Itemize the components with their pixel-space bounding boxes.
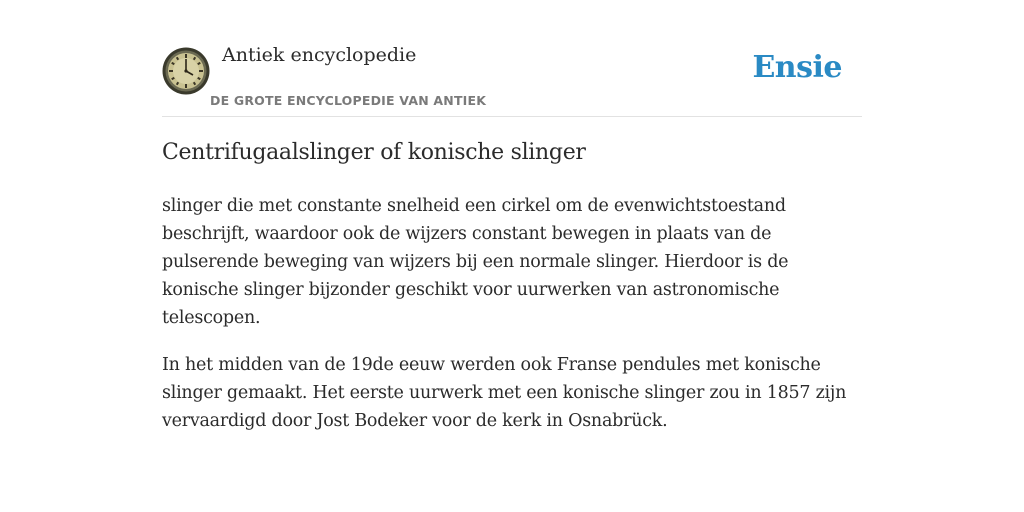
page [162,0,862,431]
article-title: Centrifugaalslinger of konische slinger [162,140,586,165]
site-header [162,0,862,117]
brand-logo-link[interactable]: Ensie [752,50,842,85]
site-subtitle: DE GROTE ENCYCLOPEDIE VAN ANTIEK [210,93,487,108]
article-paragraph: In het midden van de 19de eeuw werden ook Franse pendules met konische slinger gemaakt. Het eerste uurwerk met een konische slinger zou in 1857 zijn vervaardigd door Jost Bodeker voor de kerk in Osnabrück. [162,355,847,431]
article-paragraph: slinger die met constante snelheid een cirkel om de evenwichtstoestand beschrijft, waardoor ook de wijzers constant bewegen in plaats van de pulserende beweging van wijzers bij een normale slinger. Hierdoor is de konische slinger bijzonder geschikt voor uurwerken van astronomische telescopen. [162,196,789,328]
site-title[interactable]: Antiek encyclopedie [222,44,417,66]
article-body [162,192,862,454]
clock-icon[interactable] [162,47,210,95]
